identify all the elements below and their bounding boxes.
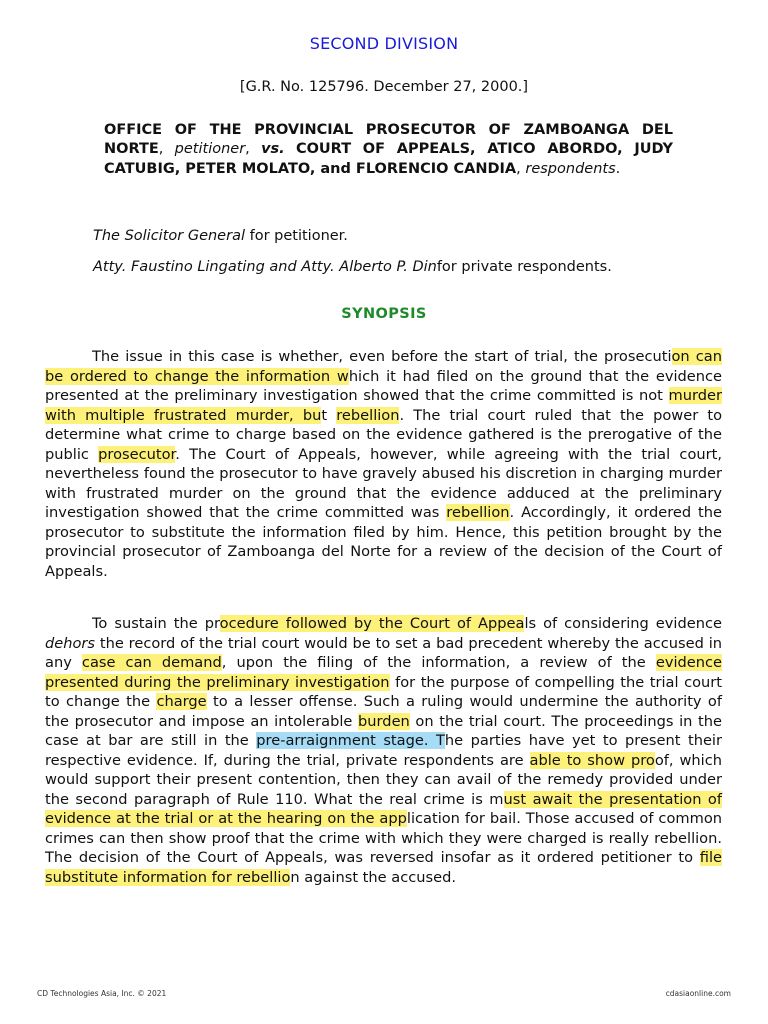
footer-copyright: CD Technologies Asia, Inc. © 2021 bbox=[37, 989, 167, 998]
highlight-segment: on can be ordered to change the information w bbox=[45, 348, 722, 385]
versus-label: vs. bbox=[261, 141, 285, 158]
text-segment: t bbox=[321, 406, 337, 424]
text-segment: , upon the filing of the information, a review of the bbox=[221, 654, 656, 671]
division-heading: SECOND DIVISION bbox=[309, 34, 459, 53]
case-number: [G.R. No. 125796. December 27, 2000.] bbox=[239, 79, 529, 95]
italic-segment: dehors bbox=[45, 634, 96, 652]
highlight-segment: able to show pro bbox=[529, 751, 655, 769]
footer-website: cdasiaonline.com bbox=[665, 989, 731, 998]
highlight-segment: ust await the presentation of evidence at the trial or at the hearing on the app bbox=[45, 790, 722, 827]
text-segment: on the trial court. The proceedings in the case at bar are still in the bbox=[45, 712, 722, 749]
text-segment: he parties have yet to present their respective evidence. If, during the trial, private respondents are bbox=[45, 732, 722, 769]
respondent-counsel-suffix: for private respondents. bbox=[436, 259, 612, 275]
respondent-role: respondents bbox=[525, 160, 616, 177]
highlight-segment: evidence presented during the preliminary investigation bbox=[45, 654, 723, 691]
text-segment: . The Court of Appeals, however, while agreeing with the trial court, nevertheless found the prosecutor to have gravely abused his discretion in charging murder with frustrated murder on the ground that the evidence adduced at the preliminary investigation showed that the crime committed was bbox=[45, 445, 722, 521]
text-segment: the record of the trial court would be to set a bad precedent whereby the accused in any bbox=[45, 634, 722, 671]
case-parties: OFFICE OF THE PROVINCIAL PROSECUTOR OF ZAMBOANGA DEL NORTE, petitioner, vs. COURT OF APPEALS, ATICO ABORDO, JUDY CATUBIG, PETER MOLATO, and FLORENCIO CANDIA, respondents. bbox=[104, 122, 674, 177]
respondent-counsel-line bbox=[93, 259, 733, 275]
text-segment: hich it had filed on the ground that the evidence presented at the preliminary investigation showed that the crime committed is not bbox=[45, 367, 723, 404]
petitioner-counsel-line bbox=[93, 228, 733, 244]
text-segment: To sustain the pr bbox=[92, 615, 220, 632]
text-segment: The issue in this case is whether, even before the start of trial, the prosecuti bbox=[92, 348, 672, 365]
text-segment: . The trial court ruled that the power to determine what crime to charge based on the evidence gathered is the prerogative of the public bbox=[45, 406, 722, 463]
text-segment: to a lesser offense. Such a ruling would undermine the authority of the prosecutor and impose an intolerable bbox=[45, 693, 722, 730]
petitioner-counsel-suffix: for petitioner. bbox=[244, 228, 348, 244]
text-segment: . Accordingly, it ordered the prosecutor to substitute the information filed by him. Hence, this petition brought by the provincial prosecutor of Zamboanga del Norte for a review of the decision of the Court of Appeals. bbox=[45, 504, 722, 580]
petitioner-role: petitioner bbox=[174, 141, 246, 158]
highlight-segment: rebellion bbox=[446, 504, 510, 521]
respondent-counsel: Atty. Faustino Lingating and Atty. Alberto P. Din bbox=[93, 259, 437, 275]
highlight-segment: rebellion bbox=[336, 406, 400, 424]
highlight-segment: file substitute information for rebellio bbox=[45, 849, 722, 886]
blue-highlight-segment: pre-arraignment stage. T bbox=[256, 732, 445, 749]
text-segment: lication for bail. Those accused of common crimes can then show proof that the crime with which they were charged is really rebellion. The decision of the Court of Appeals, was reversed insofar as it ordered petitioner to bbox=[45, 810, 722, 866]
text-segment: for the purpose of compelling the trial court to change the bbox=[45, 673, 722, 710]
text-segment: n against the accused. bbox=[290, 868, 456, 886]
petitioner-name: OFFICE OF THE PROVINCIAL PROSECUTOR OF ZAMBOANGA DEL NORTE bbox=[104, 122, 673, 158]
highlight-segment: murder with multiple frustrated murder, bu bbox=[45, 387, 722, 424]
synopsis-paragraph-1 bbox=[45, 347, 722, 581]
text-segment: ls of considering evidence bbox=[524, 615, 722, 632]
synopsis-paragraph-2 bbox=[45, 614, 722, 887]
text-segment: of, which would support their present contention, then they can avail of the remedy provided under the second paragraph of Rule 110. What the real crime is m bbox=[45, 751, 722, 808]
highlight-segment: prosecutor bbox=[98, 445, 176, 463]
highlight-segment: case can demand bbox=[81, 654, 222, 671]
highlight-segment: charge bbox=[156, 693, 207, 710]
respondent-names: COURT OF APPEALS, ATICO ABORDO, JUDY CATUBIG, PETER MOLATO, and FLORENCIO CANDIA bbox=[104, 141, 674, 177]
petitioner-counsel: The Solicitor General bbox=[93, 228, 245, 244]
highlight-segment: burden bbox=[358, 712, 410, 730]
highlight-segment: ocedure followed by the Court of Appea bbox=[219, 615, 525, 632]
synopsis-heading: SYNOPSIS bbox=[341, 306, 427, 322]
